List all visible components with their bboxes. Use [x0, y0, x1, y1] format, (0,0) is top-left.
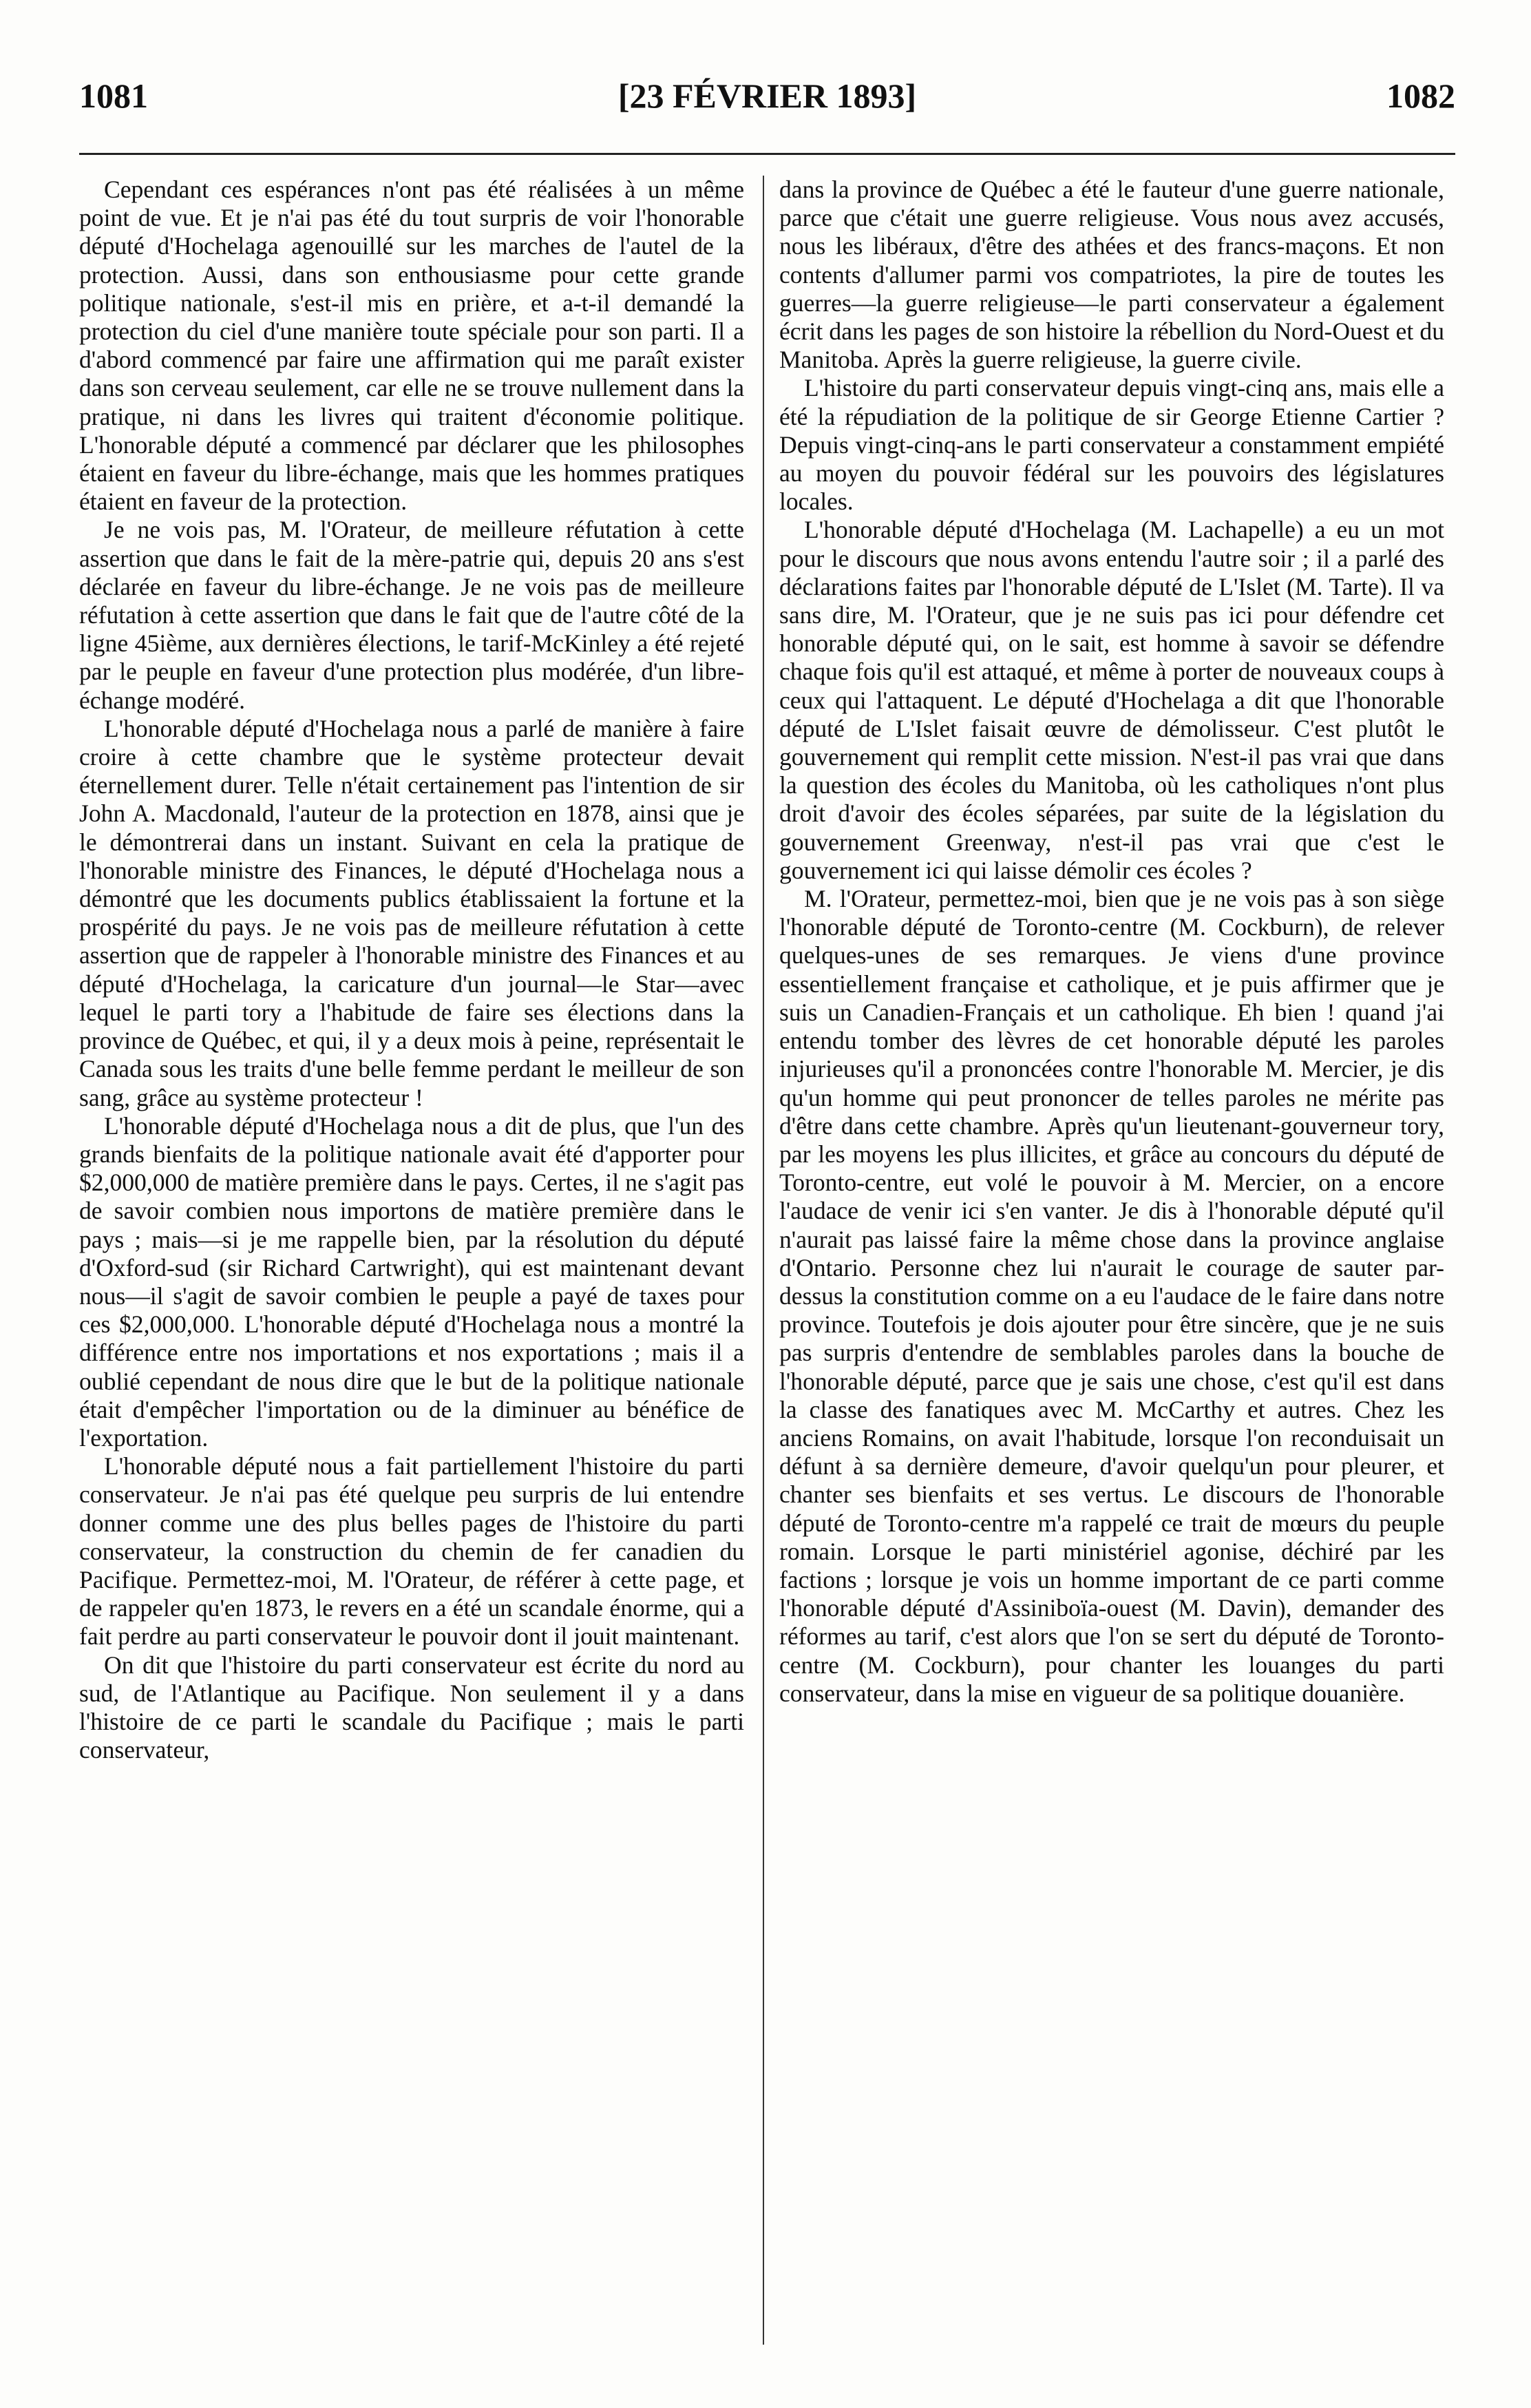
paragraph: L'histoire du parti conservateur depuis vingt-cinq ans, mais elle a été la répudiation de la politique de sir George Etienne Cartier ? Depuis vingt-cinq-ans le parti conservateur a constamment empiété au moyen du pouvoir fédéral sur les pouvoirs des législatures locales.	[779, 374, 1444, 516]
header-rule	[79, 153, 1455, 155]
paragraph: dans la province de Québec a été le fauteur d'une guerre nationale, parce que c'était une guerre religieuse. Vous nous avez accusés, nous les libéraux, d'être des athées et des francs-maçons. Et non contents d'allumer parmi vos compatriotes, la pire de toutes les guerres—la guerre religieuse—le parti conservateur a également écrit dans les pages de son histoire la rébellion du Nord-Ouest et du Manitoba. Après la guerre religieuse, la guerre civile.	[779, 176, 1444, 374]
page-number-left: 1081	[79, 76, 148, 115]
page-header	[79, 76, 1455, 131]
left-column	[79, 176, 744, 2345]
paragraph: On dit que l'histoire du parti conservateur est écrite du nord au sud, de l'Atlantique au Pacifique. Non seulement il y a dans l'histoire de ce parti le scandale du Pacifique ; mais le parti conservateur,	[79, 1651, 744, 1764]
paragraph: Je ne vois pas, M. l'Orateur, de meilleure réfutation à cette assertion que dans le fait de la mère-patrie qui, depuis 20 ans s'est déclarée en faveur du libre-échange. Je ne vois pas de meilleure réfutation à cette assertion que dans le fait que de l'autre côté de la ligne 45ième, aux dernières élections, le tarif-McKinley a été rejeté par le peuple en faveur d'une protection plus modérée, d'un libre-échange modéré.	[79, 516, 744, 714]
paragraph: L'honorable député d'Hochelaga (M. Lachapelle) a eu un mot pour le discours que nous avons entendu l'autre soir ; il a parlé des déclarations faites par l'honorable député de L'Islet (M. Tarte). Il va sans dire, M. l'Orateur, que je ne suis pas ici pour défendre cet honorable député qui, on le sait, est homme à savoir se défendre chaque fois qu'il est attaqué, et même à porter de nouveaux coups à ceux qui l'attaquent. Le député d'Hochelaga a dit que l'honorable député de L'Islet faisait œuvre de démolisseur. C'est plutôt le gouvernement qui remplit cette mission. N'est-il pas vrai que dans la question des écoles du Manitoba, où les catholiques n'ont plus droit d'avoir des écoles séparées, par suite de la législation du gouvernement Greenway, n'est-il pas vrai que c'est le gouvernement ici qui laisse démolir ces écoles ?	[779, 516, 1444, 884]
page-number-right: 1082	[1386, 76, 1455, 115]
column-divider	[763, 176, 764, 2345]
paragraph: L'honorable député nous a fait partiellement l'histoire du parti conservateur. Je n'ai pas été quelque peu surpris de lui entendre donner comme une des plus belles pages de l'histoire du parti conservateur, la construction du chemin de fer canadien du Pacifique. Permettez-moi, M. l'Orateur, de référer à cette page, et de rappeler qu'en 1873, le revers en a été un scandale énorme, qui a fait perdre au parti conservateur le pouvoir dont il jouit maintenant.	[79, 1452, 744, 1651]
paragraph: Cependant ces espérances n'ont pas été réalisées à un même point de vue. Et je n'ai pas été du tout surpris de voir l'honorable député d'Hochelaga agenouillé sur les marches de l'autel de la protection. Aussi, dans son enthousiasme pour cette grande politique nationale, s'est-il mis en prière, et a-t-il demandé la protection du ciel d'une manière toute spéciale pour son parti. Il a d'abord commencé par faire une affirmation qui me paraît exister dans son cerveau seulement, car elle ne se trouve nullement dans la pratique, ni dans les livres qui traitent d'économie politique. L'honorable député a commencé par déclarer que les philosophes étaient en faveur du libre-échange, mais que les hommes pratiques étaient en faveur de la protection.	[79, 176, 744, 516]
right-column	[779, 176, 1444, 2345]
paragraph: M. l'Orateur, permettez-moi, bien que je ne vois pas à son siège l'honorable député de Toronto-centre (M. Cockburn), de relever quelques-unes de ses remarques. Je viens d'une province essentiellement française et catholique, et je puis affirmer que je suis un Canadien-Français et un catholique. Eh bien ! quand j'ai entendu tomber des lèvres de cet honorable député les paroles injurieuses qu'il a prononcées contre l'honorable M. Mercier, je dis qu'un homme qui peut prononcer de telles paroles ne mérite pas d'être dans cette chambre. Après qu'un lieutenant-gouverneur tory, par les moyens les plus illicites, et grâce au concours du député de Toronto-centre, eut volé le pouvoir à M. Mercier, on a encore l'audace de venir ici s'en vanter. Je dis à l'honorable député qu'il n'aurait pas laissé faire la même chose dans la province anglaise d'Ontario. Personne chez lui n'aurait le courage de sauter par-dessus la constitution comme on a eu l'audace de le faire dans notre province. Toutefois je dois ajouter pour être sincère, que je ne suis pas surpris d'entendre de semblables paroles dans la bouche de l'honorable député, parce que je sais une chose, c'est qu'il est dans la classe des fanatiques avec M. McCarthy et autres. Chez les anciens Romains, on avait l'habitude, lorsque l'on reconduisait un défunt à sa dernière demeure, d'avoir quelqu'un pour pleurer, et chanter ses bienfaits et ses vertus. Le discours de l'honorable député de Toronto-centre m'a rappelé ce trait de mœurs du peuple romain. Lorsque le parti ministériel agonise, déchiré par les factions ; lorsque je vois un homme important de ce parti comme l'honorable député d'Assiniboïa-ouest (M. Davin), demander des réformes au tarif, c'est alors que l'on se sert du député de Toronto-centre (M. Cockburn), pour chanter les louanges du parti conservateur, dans la mise en vigueur de sa politique douanière.	[779, 885, 1444, 1707]
paragraph: L'honorable député d'Hochelaga nous a parlé de manière à faire croire à cette chambre que le système protecteur devait éternellement durer. Telle n'était certainement pas l'intention de sir John A. Macdonald, l'auteur de la protection en 1878, ainsi que je le démontrerai dans un instant. Suivant en cela la pratique de l'honorable ministre des Finances, le député d'Hochelaga nous a démontré que les documents publics établissaient la fortune et la prospérité du pays. Je ne vois pas de meilleure réfutation à cette assertion que de rappeler à l'honorable ministre des Finances et au député d'Hochelaga, la caricature d'un journal—le Star—avec lequel le parti tory a l'habitude de faire ses élections dans la province de Québec, et qui, il y a deux mois à peine, représentait le Canada sous les traits d'une belle femme perdant le meilleur de son sang, grâce au système protecteur !	[79, 714, 744, 1111]
header-date: [23 FÉVRIER 1893]	[617, 76, 917, 115]
paragraph: L'honorable député d'Hochelaga nous a dit de plus, que l'un des grands bienfaits de la politique nationale avait été d'apporter pour $2,000,000 de matière première dans le pays. Certes, il ne s'agit pas de savoir combien nous importons de matière première dans le pays ; mais—si je me rappelle bien, par la résolution du député d'Oxford-sud (sir Richard Cartwright), qui est maintenant devant nous—il s'agit de savoir combien le peuple a payé de taxes pour ces $2,000,000. L'honorable député d'Hochelaga nous a montré la différence entre nos importations et nos exportations ; mais il a oublié cependant de nous dire que le but de la politique nationale était d'empêcher l'importation ou de la diminuer au bénéfice de l'exportation.	[79, 1111, 744, 1452]
